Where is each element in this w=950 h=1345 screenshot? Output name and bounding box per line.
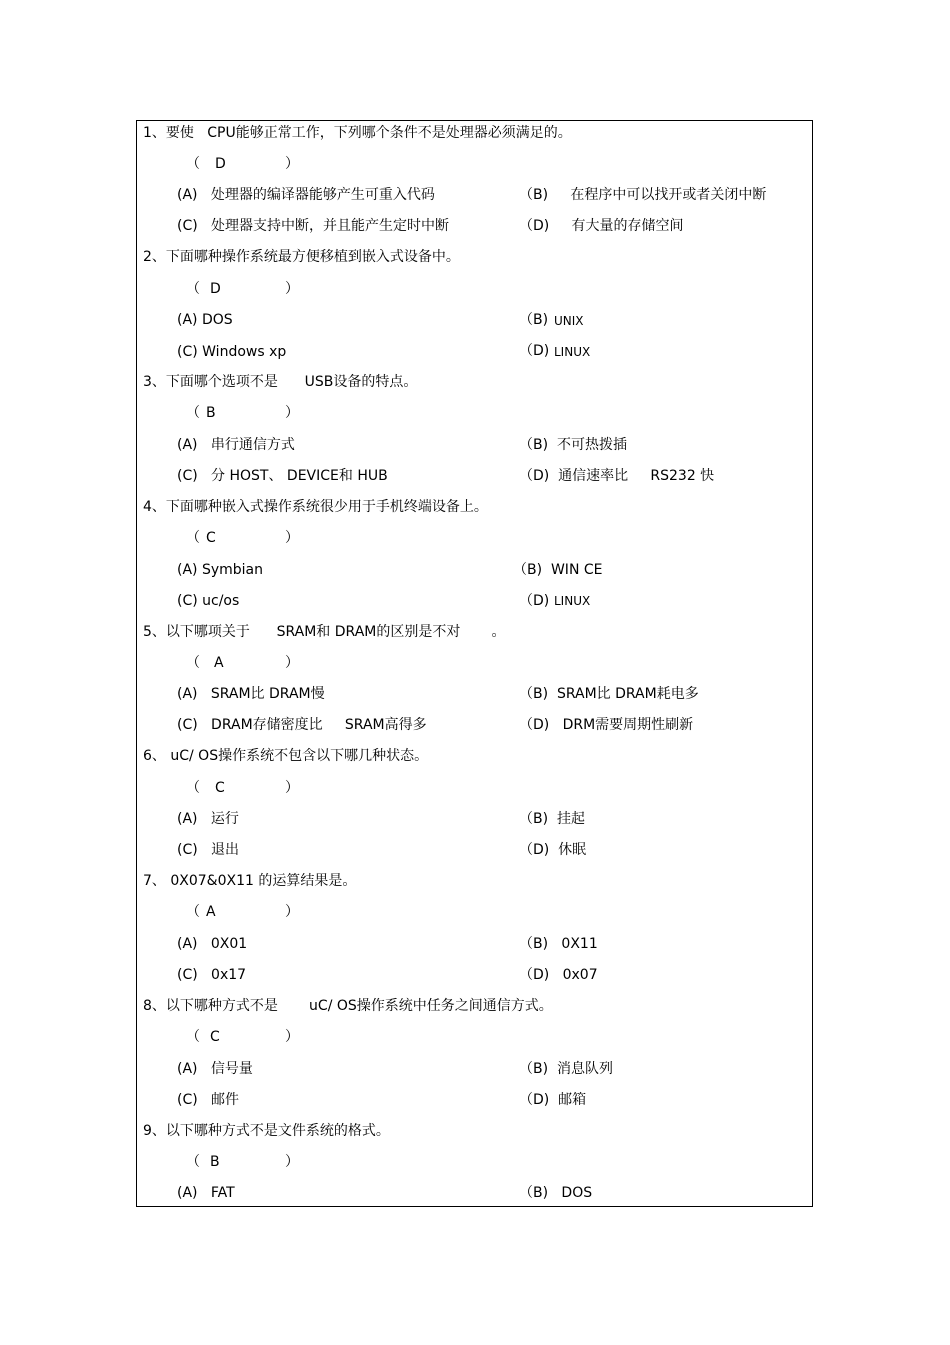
question-3-option-d: （D) 通信速率比 RS232 快 bbox=[519, 468, 715, 484]
question-4-option-a: (A) Symbian bbox=[177, 562, 263, 578]
answer-open-paren: （ bbox=[186, 1029, 200, 1045]
question-2-option-b-prefix: （B) bbox=[519, 312, 549, 328]
answer-close-paren: ） bbox=[285, 655, 299, 671]
question-1-option-a: (A) 处理器的编译器能够产生可重入代码 bbox=[177, 187, 435, 203]
question-6-option-d: （D) 休眠 bbox=[519, 842, 587, 858]
question-2-option-a: (A) DOS bbox=[177, 312, 233, 328]
question-4-option-d-prefix: （D) bbox=[519, 593, 550, 609]
question-6-answer: C bbox=[215, 780, 225, 796]
question-5-answer: A bbox=[214, 655, 224, 671]
question-9-stem: 9、以下哪种方式不是文件系统的格式。 bbox=[143, 1123, 390, 1139]
question-8-option-c: (C) 邮件 bbox=[177, 1092, 240, 1108]
answer-open-paren: （ bbox=[186, 405, 200, 421]
question-9-option-b: （B) DOS bbox=[519, 1185, 593, 1201]
answer-open-paren: （ bbox=[186, 156, 200, 172]
answer-close-paren: ） bbox=[285, 530, 299, 546]
question-2-answer: D bbox=[210, 281, 221, 297]
question-8-option-d: （D) 邮箱 bbox=[519, 1092, 587, 1108]
question-3-answer: B bbox=[206, 405, 216, 421]
question-5-stem: 5、以下哪项关于 SRAM和 DRAM的区别是不对 。 bbox=[143, 624, 506, 640]
question-8-option-b: （B) 消息队列 bbox=[519, 1061, 613, 1077]
question-6-option-b: （B) 挂起 bbox=[519, 811, 585, 827]
question-4-option-b: （B) WIN CE bbox=[513, 562, 603, 578]
question-2-option-b: UNIX bbox=[554, 314, 584, 328]
question-1-option-d: （D) 有大量的存储空间 bbox=[519, 218, 684, 234]
question-6-option-a: (A) 运行 bbox=[177, 811, 239, 827]
question-table-frame bbox=[136, 120, 813, 1207]
question-3-option-c: (C) 分 HOST、 DEVICE和 HUB bbox=[177, 468, 388, 484]
question-1-option-b: （B) 在程序中可以找开或者关闭中断 bbox=[519, 187, 767, 203]
question-5-option-d: （D) DRM需要周期性刷新 bbox=[519, 717, 694, 733]
question-1-answer: D bbox=[215, 156, 226, 172]
question-2-option-d-prefix: （D) bbox=[519, 343, 550, 359]
question-7-option-c: (C) 0x17 bbox=[177, 967, 247, 983]
question-6-stem: 6、 uC/ OS操作系统不包含以下哪几种状态。 bbox=[143, 748, 429, 764]
answer-open-paren: （ bbox=[186, 780, 200, 796]
question-6-option-c: (C) 退出 bbox=[177, 842, 240, 858]
answer-open-paren: （ bbox=[186, 530, 200, 546]
question-2-option-d: LINUX bbox=[554, 345, 591, 359]
answer-open-paren: （ bbox=[186, 655, 200, 671]
question-5-option-b: （B) SRAM比 DRAM耗电多 bbox=[519, 686, 699, 702]
question-3-option-a: (A) 串行通信方式 bbox=[177, 437, 295, 453]
answer-close-paren: ） bbox=[285, 156, 299, 172]
question-4-option-d: LINUX bbox=[554, 594, 591, 608]
answer-close-paren: ） bbox=[285, 1154, 299, 1170]
question-1-option-c: (C) 处理器支持中断，并且能产生定时中断 bbox=[177, 218, 450, 234]
answer-close-paren: ） bbox=[285, 904, 299, 920]
answer-open-paren: （ bbox=[186, 904, 200, 920]
question-8-answer: C bbox=[210, 1029, 220, 1045]
question-9-answer: B bbox=[210, 1154, 220, 1170]
answer-close-paren: ） bbox=[285, 780, 299, 796]
answer-close-paren: ） bbox=[285, 1029, 299, 1045]
question-2-option-c: (C) Windows xp bbox=[177, 344, 287, 360]
question-8-stem: 8、以下哪种方式不是 uC/ OS操作系统中任务之间通信方式。 bbox=[143, 998, 553, 1014]
question-3-stem: 3、下面哪个选项不是 USB设备的特点。 bbox=[143, 374, 418, 390]
answer-close-paren: ） bbox=[285, 405, 299, 421]
answer-close-paren: ） bbox=[285, 281, 299, 297]
answer-open-paren: （ bbox=[186, 1154, 200, 1170]
question-7-stem: 7、 0X07&0X11 的运算结果是。 bbox=[143, 873, 357, 889]
question-5-option-c: (C) DRAM存储密度比 SRAM高得多 bbox=[177, 717, 427, 733]
question-4-stem: 4、下面哪种嵌入式操作系统很少用于手机终端设备上。 bbox=[143, 499, 488, 515]
question-7-option-b: （B) 0X11 bbox=[519, 936, 598, 952]
question-1-stem: 1、要使 CPU能够正常工作，下列哪个条件不是处理器必须满足的。 bbox=[143, 125, 572, 141]
answer-open-paren: （ bbox=[186, 281, 200, 297]
question-2-stem: 2、下面哪种操作系统最方便移植到嵌入式设备中。 bbox=[143, 249, 460, 265]
question-7-answer: A bbox=[206, 904, 216, 920]
question-7-option-d: （D) 0x07 bbox=[519, 967, 598, 983]
question-8-option-a: (A) 信号量 bbox=[177, 1061, 253, 1077]
question-3-option-b: （B) 不可热拨插 bbox=[519, 437, 627, 453]
question-4-answer: C bbox=[206, 530, 216, 546]
question-5-option-a: (A) SRAM比 DRAM慢 bbox=[177, 686, 325, 702]
question-9-option-a: (A) FAT bbox=[177, 1185, 235, 1201]
question-7-option-a: (A) 0X01 bbox=[177, 936, 248, 952]
question-4-option-c: (C) uc/os bbox=[177, 593, 240, 609]
